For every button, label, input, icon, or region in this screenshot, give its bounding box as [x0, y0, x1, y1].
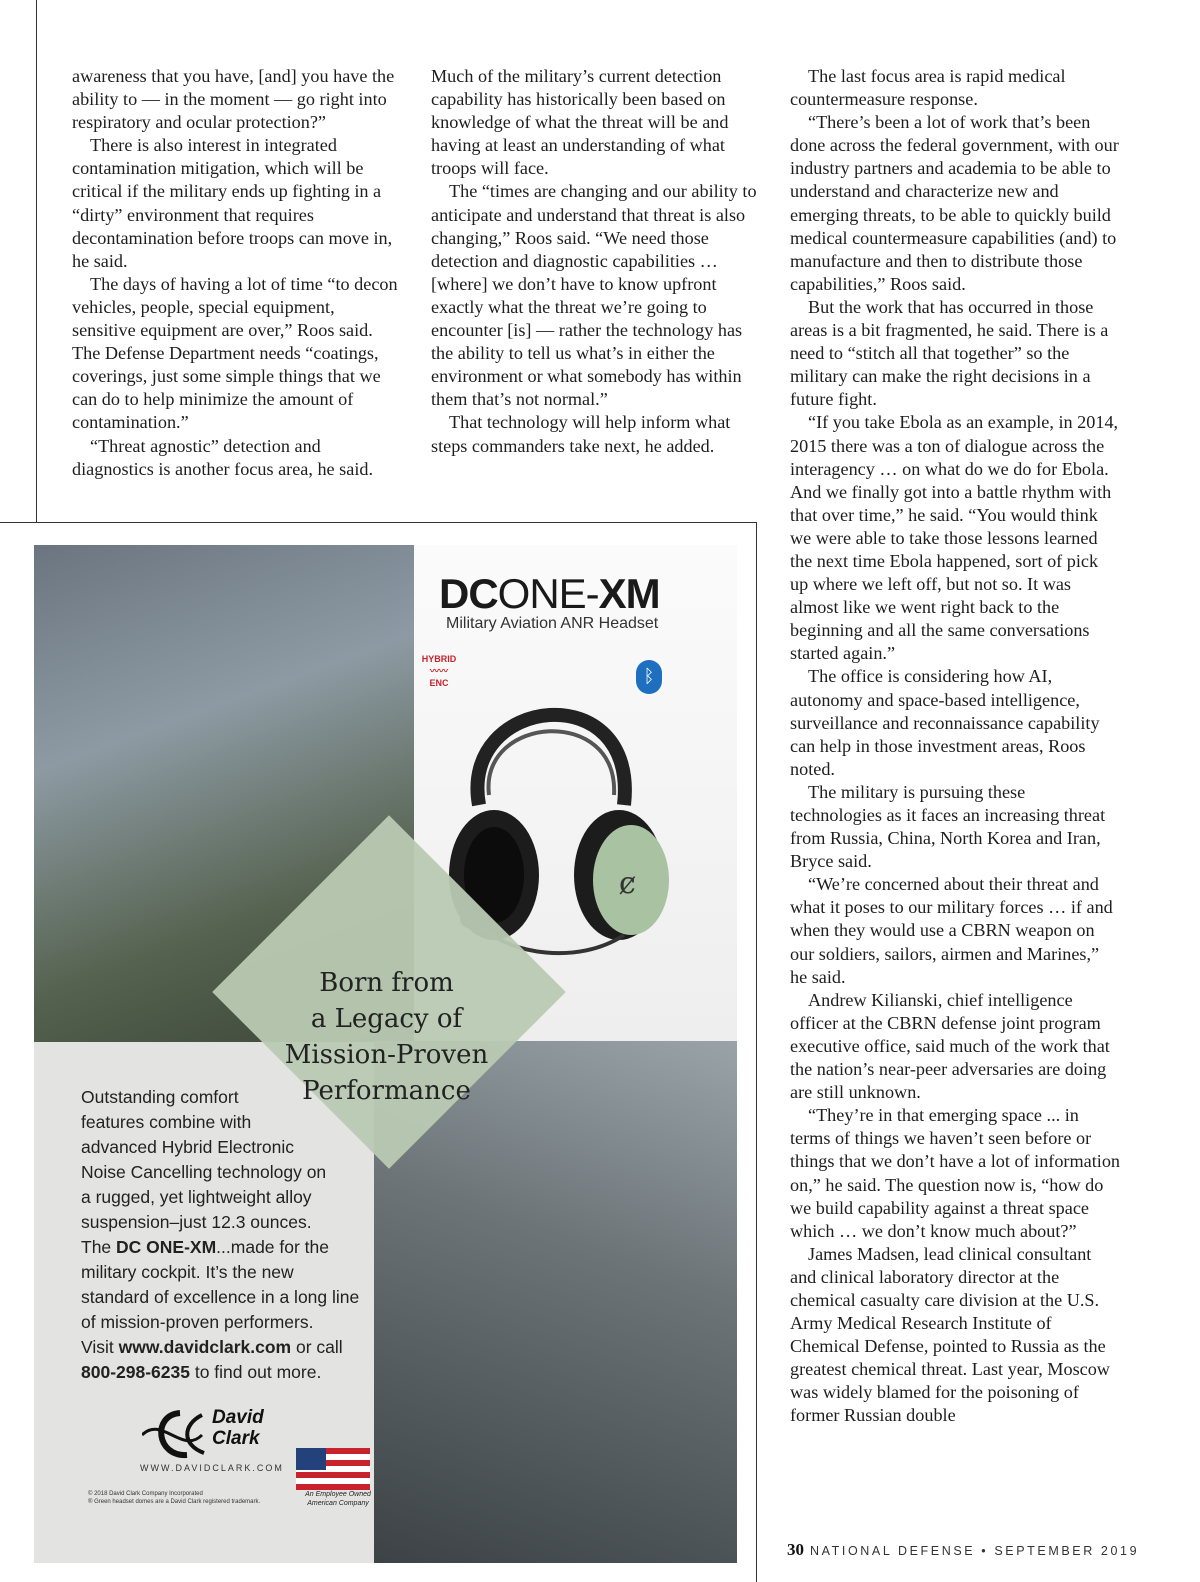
ad-copy-line: Outstanding comfort: [81, 1087, 239, 1107]
paragraph: The “times are changing and our ability to anticipate and understand that threat is also changing,” Roos said. “We need those detection and diagnostic capabilities … [where] we don’t have to know upfront exactly what the threat we’re going to encounter [is] — rather the technology has the ability to tell us what’s in either the environment or what somebody has within them that’s not normal.”: [431, 181, 757, 410]
page-footer: [787, 1540, 1139, 1560]
paragraph: The days of having a lot of time “to decon vehicles, people, special equipment, sensitive equipment are over,” Roos said. The Defense Department needs “coatings, coverings, just some simple things that we can do to help minimize the amount of contamination.”: [72, 273, 398, 433]
ad-right-rule: [756, 522, 757, 1582]
advertisement[interactable]: [34, 545, 737, 1563]
page-number: 30: [787, 1540, 804, 1559]
svg-text:ȼ: ȼ: [619, 866, 636, 901]
paragraph: The military is pursuing these technologies as it faces an increasing threat from Russia, China, North Korea and Iran, Bryce said.: [790, 781, 1106, 872]
employee-owned-label: An Employee Owned American Company: [305, 1491, 371, 1507]
brand-name: David Clark: [212, 1407, 264, 1449]
paragraph: “There’s been a lot of work that’s been done across the federal government, with our industry partners and academia to be able to understand and characterize new and emerging threats, to be able to quickly build medical countermeasure capabilities (and) to manufacture and then to distribute those capabilities,” Roos said.: [790, 112, 1119, 294]
bluetooth-icon: ᛒ: [636, 660, 662, 694]
ad-copy-line: advanced Hybrid Electronic: [81, 1137, 295, 1157]
brand-url: WWW.DAVIDCLARK.COM: [140, 1463, 284, 1473]
copyright-notice: © 2018 David Clark Company Incorporated ® Green headset domes are a David Clark registered trademark.: [88, 1491, 261, 1505]
ad-copy-line: military cockpit. It’s the new: [81, 1262, 294, 1282]
paragraph: The office is considering how AI, autonomy and space-based intelligence, surveillance and reconnaissance capability can help in those investment areas, Roos noted.: [790, 666, 1100, 779]
american-flag-icon: [296, 1448, 370, 1490]
article-column-3: [790, 65, 1120, 1428]
column-rule-left: [36, 0, 37, 522]
article-column-1: [72, 65, 402, 481]
paragraph: awareness that you have, [and] you have the ability to — in the moment — go right into respiratory and ocular protection?”: [72, 66, 395, 133]
ad-copy-line: suspension–just 12.3 ounces.: [81, 1212, 312, 1232]
article-column-2: [431, 65, 761, 458]
ad-copy-line: standard of excellence in a long line: [81, 1287, 360, 1307]
ad-top-rule: [0, 522, 757, 523]
paragraph: Andrew Kilianski, chief intelligence officer at the CBRN defense joint program executive office, said much of the work that the nation’s near-peer adversaries are doing are still unknown.: [790, 989, 1110, 1103]
product-subtitle: Military Aviation ANR Headset: [446, 615, 659, 632]
ad-copy-line: of mission-proven performers.: [81, 1312, 314, 1332]
publication-info: NATIONAL DEFENSE • SEPTEMBER 2019: [810, 1544, 1140, 1558]
paragraph: But the work that has occurred in those areas is a bit fragmented, he said. There is a need to “stitch all that together” so the military can make the right decisions in a future fight.: [790, 296, 1109, 410]
paragraph: “If you take Ebola as an example, in 2014, 2015 there was a ton of dialogue across the interagency … on what do we do for Ebola. And we finally got into a battle rhythm with that over time,” he said. “You would think we were able to take those lessons learned the next time Ebola happened, sort of pick up where we left off, but not so. It was almost like we went right back to the beginning and all the same conversations started again.”: [790, 412, 1119, 664]
tagline-line: Mission-Proven: [284, 1040, 489, 1070]
ad-copy-line: Noise Cancelling technology on: [81, 1162, 327, 1182]
hybrid-enc-badge: HYBRID 〰〰 ENC: [421, 654, 457, 688]
product-logo: DCONE-XM: [439, 570, 660, 617]
website-link[interactable]: www.davidclark.com: [118, 1337, 292, 1357]
tagline-line: Born from: [319, 968, 454, 998]
paragraph: “We’re concerned about their threat and what it poses to our military forces … if and when they would use a CBRN weapon on our soldiers, sailors, airmen and Marines,” he said.: [790, 874, 1113, 987]
tagline-line: Performance: [302, 1076, 471, 1106]
paragraph: “Threat agnostic” detection and diagnostics is another focus area, he said.: [72, 435, 374, 479]
ad-body-copy: Outstanding comfort features combine with advanced Hybrid Electronic Noise Cancelling technology on a rugged, yet lightweight alloy suspension–just 12.3 ounces. The DC ONE-XM...made for the military cockpit. It’s the new standard of excellence in a long line of mission-proven performers. Visit www.davidclark.com or call 800-298-6235 to find out more.: [81, 1085, 371, 1385]
paragraph: Much of the military’s current detection capability has historically been based on knowledge of what the threat will be and having at least an understanding of what troops will face.: [431, 66, 729, 179]
paragraph: There is also interest in integrated contamination mitigation, which will be critical if the military ends up fighting in a “dirty” environment that requires decontamination before troops can move in, he said.: [72, 135, 393, 271]
phone-number[interactable]: 800-298-6235: [81, 1362, 190, 1382]
paragraph: James Madsen, lead clinical consultant and clinical laboratory director at the chemical casualty care division at the U.S. Army Medical Research Institute of Chemical Defense, pointed to Russia as the greatest chemical threat. Last year, Moscow was widely blamed for the poisoning of former Russian double: [790, 1243, 1110, 1426]
paragraph: “They’re in that emerging space ... in terms of things we haven’t seen before or things that we don’t have a lot of information on,” he said. The question now is, “how do we build capability against a threat space which … we don’t know much about?”: [790, 1105, 1121, 1241]
ad-copy-line: a rugged, yet lightweight alloy: [81, 1187, 312, 1207]
paragraph: That technology will help inform what steps commanders take next, he added.: [431, 412, 731, 456]
ad-copy-line: features combine with: [81, 1112, 252, 1132]
paragraph: The last focus area is rapid medical countermeasure response.: [790, 66, 1066, 110]
tagline-line: a Legacy of: [310, 1004, 463, 1034]
